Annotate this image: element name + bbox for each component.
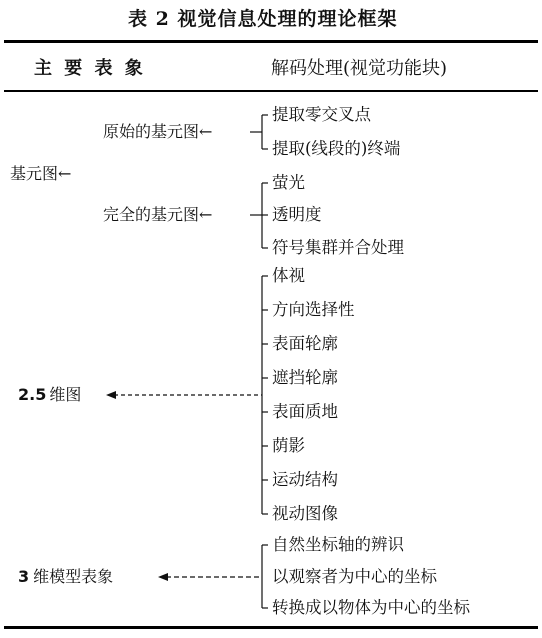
list-item: 视动图像 — [272, 504, 338, 523]
list-item: 自然坐标轴的辨识 — [272, 535, 404, 554]
list-item: 萤光 — [272, 173, 305, 192]
list-item: 表面质地 — [272, 402, 338, 421]
header-decoding: 解码处理(视觉功能块) — [271, 58, 448, 79]
list-item: 体视 — [272, 266, 305, 285]
list-item: 运动结构 — [272, 470, 338, 489]
sketch-2-5d-label — [18, 387, 81, 403]
list-item: 透明度 — [272, 205, 322, 224]
list-item: 符号集群并合处理 — [272, 238, 404, 257]
sketch-2-5d-text: 维图 — [49, 385, 82, 404]
list-item: 提取零交叉点 — [272, 105, 371, 124]
raw-primal-sketch-label: 原始的基元图← — [103, 122, 213, 141]
list-item: 以观察者为中心的坐标 — [272, 567, 437, 586]
list-item: 转换成以物体为中心的坐标 — [272, 598, 470, 617]
full-primal-sketch-label: 完全的基元图← — [103, 205, 213, 224]
model-3d-label — [18, 569, 113, 585]
list-item: 荫影 — [272, 436, 305, 455]
list-item: 方向选择性 — [272, 300, 355, 319]
model-3d-text: 维模型表象 — [33, 567, 114, 586]
header-representation: 主 要 表 象 — [34, 58, 143, 79]
primal-sketch-label: 基元图← — [10, 164, 72, 183]
model-3d-number: 3 — [18, 567, 30, 586]
list-item: 提取(线段的)终端 — [272, 139, 401, 158]
list-item: 遮挡轮廓 — [272, 368, 338, 387]
list-item: 表面轮廓 — [272, 334, 338, 353]
table-title: 表 2 视觉信息处理的理论框架 — [128, 8, 398, 30]
sketch-2-5d-number: 2.5 — [18, 385, 47, 404]
